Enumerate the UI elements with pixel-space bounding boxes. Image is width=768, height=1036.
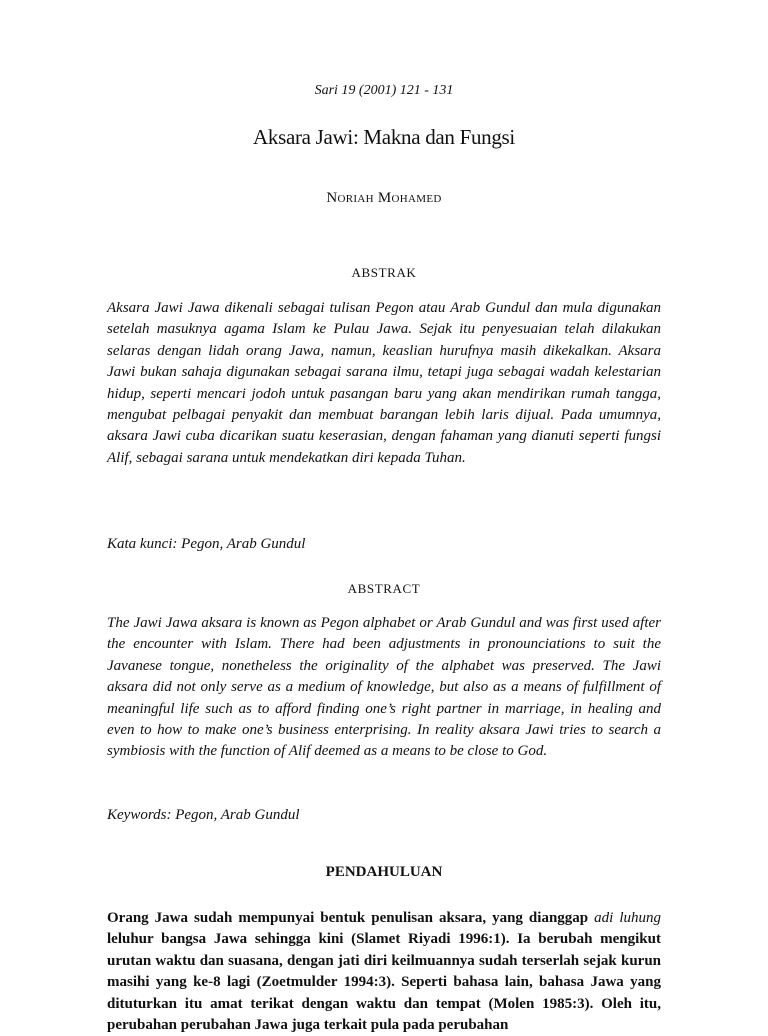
abstract-paragraph: The Jawi Jawa aksara is known as Pegon alphabet or Arab Gundul and was first used after the encounter with Islam. There had been adjustments in pronounciations to suit the Javanese tongue, nonetheless the originality of the alphabet was preserved. The Jawi aksara did not only serve as a medium of knowledge, but also as a means of fulfillment of meaningful life such as to afford finding one’s right partner in marriage, in healing and even to how to make one’s business enterprising. In reality aksara Jawi tries to search a symbiosis with the function of Alif deemed as a means to be close to God. [107, 615, 661, 760]
abstrak-paragraph: Aksara Jawi Jawa dikenali sebagai tulisan Pegon atau Arab Gundul dan mula digunakan setelah masuknya agama Islam ke Pulau Jawa. Sejak itu penyesuaian telah dilakukan selaras dengan lidah orang Jawa, namun, keaslian hurufnya masih dikekalkan. Aksara Jawi bukan sahaja digunakan sebagai sarana ilmu, tetapi juga sebagai wadah kelestarian hidup, seperti mencari jodoh untuk pasangan baru yang akan mendirikan rumah tangga, mengubat pelbagai penyakit dan membuat barangan lebih laris dijual. Pada umumnya, aksara Jawi cuba dicarikan suatu keserasian, dengan fahaman yang dianuti seperti fungsi Alif, sebagai sarana untuk mendekatkan diri kepada Tuhan. [107, 300, 661, 466]
introduction-heading: PENDAHULUAN [325, 864, 443, 880]
abstract-heading: ABSTRACT [347, 581, 421, 596]
journal-reference: Sari 19 (2001) 121 - 131 [314, 83, 454, 98]
introduction-paragraph [107, 908, 661, 1036]
author-name: Noriah Mohamed [326, 190, 442, 206]
abstrak-heading: ABSTRAK [351, 265, 417, 280]
abstrak-keywords: Kata kunci: Pegon, Arab Gundul [107, 536, 306, 552]
article-title: Aksara Jawi: Makna dan Fungsi [253, 125, 515, 149]
abstract-keywords: Keywords: Pegon, Arab Gundul [107, 807, 300, 823]
intro-italic-term: adi luhung [594, 910, 661, 926]
intro-text-start: Orang Jawa sudah mempunyai bentuk penulisan aksara, yang dianggap [107, 910, 595, 926]
intro-text-rest: leluhur bangsa Jawa sehingga kini (Slamet Riyadi 1996:1). Ia berubah mengikut urutan waktu dan suasana, dengan jati diri keilmuannya sudah terserlah sejak kurun masihi yang ke-8 lagi (Zoetmulder 1994:3). Seperti bahasa lain, bahasa Jawa yang dituturkan itu amat terikat dengan waktu dan tempat (Molen 1985:3). Oleh itu, perubahan perubahan Jawa juga terkait pula pada perubahan [107, 931, 661, 1034]
